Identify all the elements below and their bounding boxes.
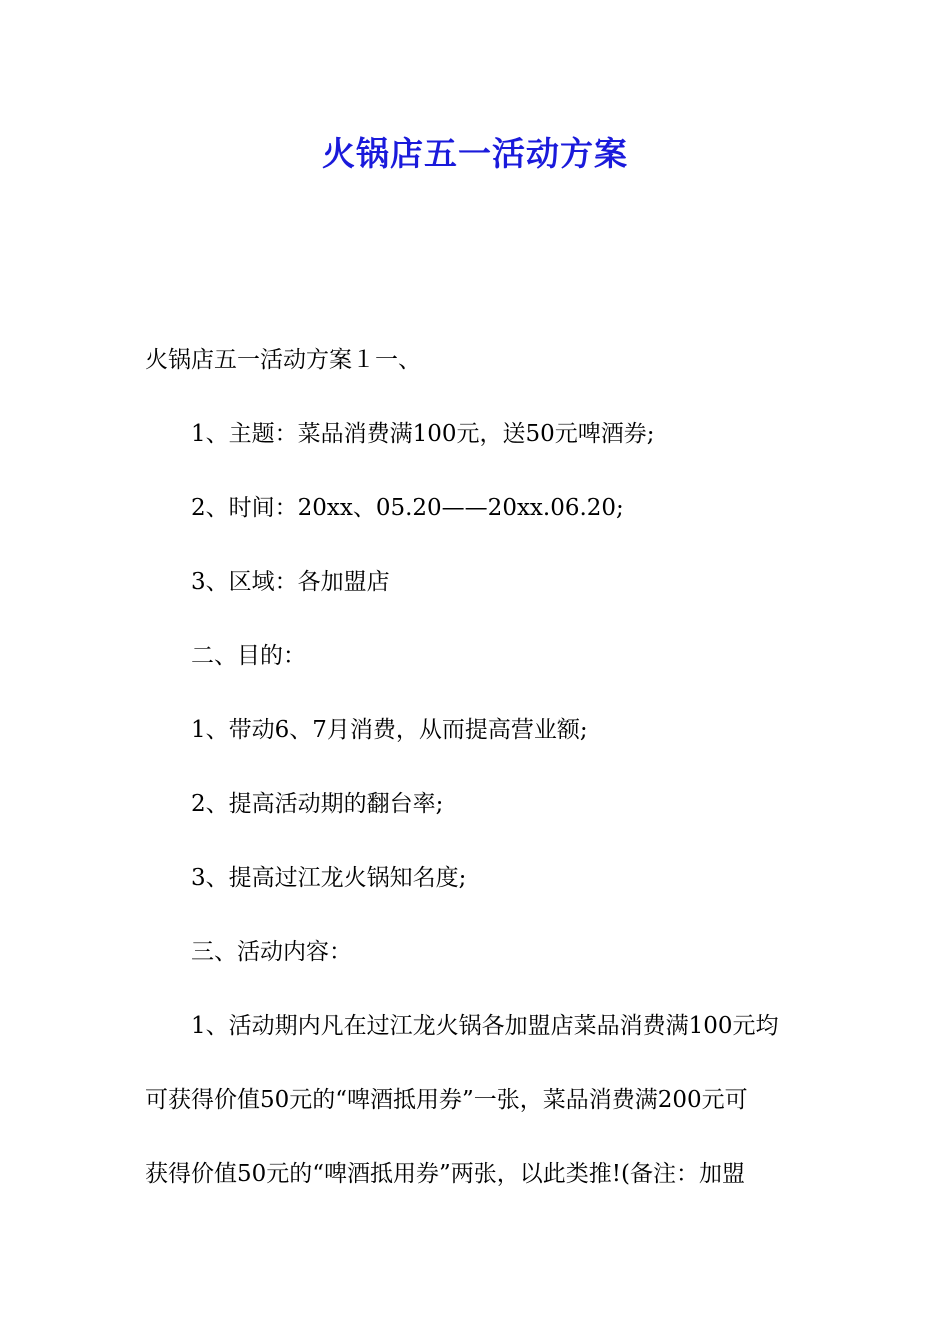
purpose-heading: 二、目的： (191, 643, 306, 669)
time-item: 2、时间：20xx、05.20——20xx.06.20; (191, 495, 624, 521)
document-body (145, 336, 810, 1224)
section-heading: 火锅店五一活动方案１一、 (145, 347, 421, 373)
area-item: 3、区域：各加盟店 (191, 569, 390, 595)
document-title: 火锅店五一活动方案 (322, 134, 628, 173)
purpose-item-3: 3、提高过江龙火锅知名度; (191, 865, 467, 891)
purpose-item-2: 2、提高活动期的翻台率; (191, 791, 444, 817)
theme-item: 1、主题：菜品消费满100元，送50元啤酒券; (191, 421, 655, 447)
content-paragraph (145, 1002, 810, 1198)
content-line-3: 获得价值50元的“啤酒抵用券”两张，以此类推!(备注：加盟 (145, 1161, 745, 1187)
content-line-2: 可获得价值50元的“啤酒抵用券”一张，菜品消费满200元可 (145, 1087, 748, 1113)
purpose-item-1: 1、带动6、7月消费，从而提高营业额; (191, 717, 588, 743)
content-line-1: 1、活动期内凡在过江龙火锅各加盟店菜品消费满100元均 (191, 1013, 779, 1039)
content-heading: 三、活动内容： (191, 939, 352, 965)
